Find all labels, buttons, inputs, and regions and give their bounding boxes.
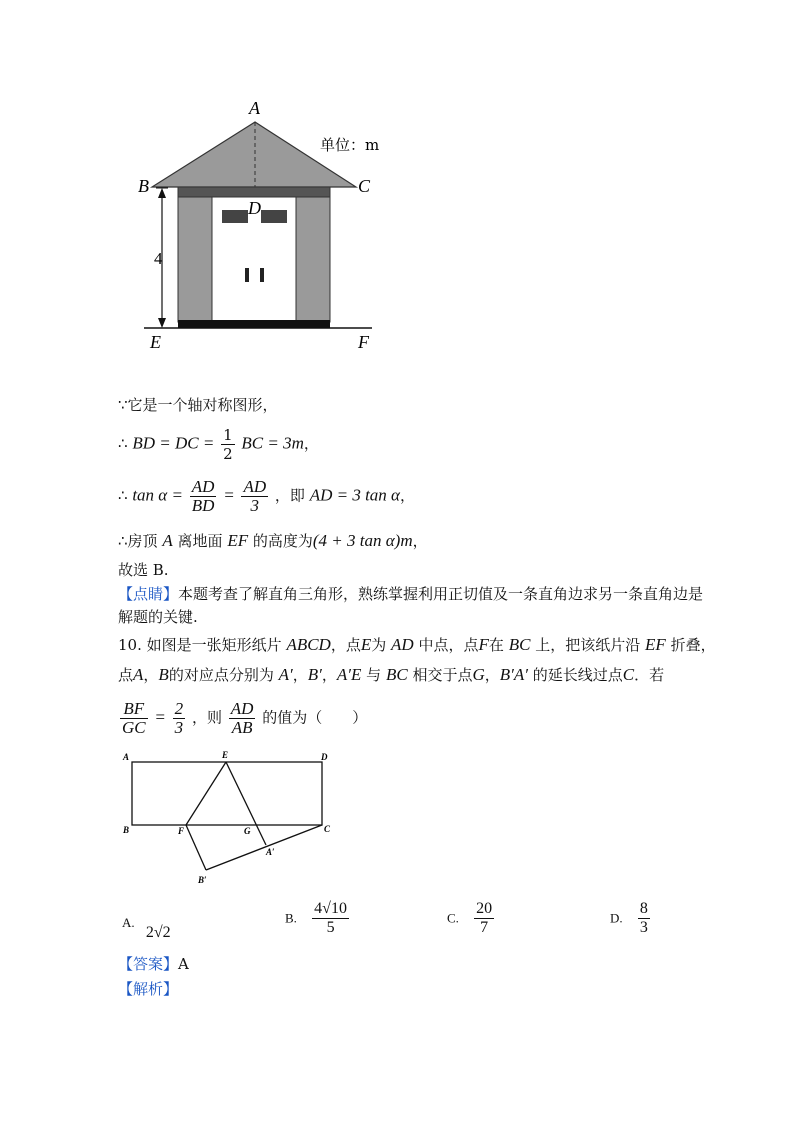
- fig-label-F: F: [178, 826, 185, 836]
- rectangle-abcd: [132, 762, 322, 825]
- fraction-2-3: $\frac{2}{3}$: [174, 699, 184, 737]
- analysis-tag: 【解析】: [118, 980, 179, 998]
- fraction-bf-gc: $\frac{BF}{GC}$: [122, 699, 146, 737]
- fraction-ad-3: $\frac{AD}{3}$: [243, 477, 267, 515]
- fig-label-B-prime: B′: [198, 875, 207, 885]
- label-B: B: [138, 176, 149, 196]
- roof: [152, 122, 356, 187]
- window-right: [261, 210, 287, 223]
- house-base: [178, 320, 330, 328]
- solution-line-3: ∴ tan α = $\frac{AD}{BD}$ = $\frac{AD}{3}$ ，即 AD = 3 tan α，: [118, 477, 415, 515]
- window-left: [222, 210, 248, 223]
- option-b[interactable]: B. $\frac{4√10}{5}$: [285, 900, 347, 936]
- fig-label-B: B: [123, 825, 130, 835]
- fraction-ad-ab: $\frac{AD}{AB}$: [230, 699, 254, 737]
- fig-label-G: G: [244, 826, 251, 836]
- fig-label-E: E: [222, 750, 229, 760]
- question-line-2: 点A，B的对应点分别为 A′，B′，A′E 与 BC 相交于点G，B′A′ 的延长线过点C．若: [118, 665, 665, 684]
- label-F: F: [358, 332, 369, 352]
- option-b-value: $\frac{4√10}{5}$: [314, 900, 347, 936]
- house-figure: [130, 92, 430, 357]
- segment-fb1: [186, 825, 206, 870]
- fig-label-A-prime: A′: [266, 847, 275, 857]
- option-d-value: $\frac{8}{3}$: [639, 900, 648, 936]
- fraction-half: $\frac{1}{2}$: [223, 426, 233, 463]
- option-d[interactable]: D. $\frac{8}{3}$: [610, 900, 648, 936]
- arrow-head-down: [158, 318, 166, 328]
- fraction-ad-bd: $\frac{AD}{BD}$: [191, 477, 215, 515]
- answer-tag: 【答案】: [118, 955, 179, 973]
- answer-line: [118, 953, 189, 975]
- height-label: 4: [154, 249, 163, 268]
- solution-line-2: ∴ BD = DC = $\frac{1}{2}$ BC = 3m，: [118, 426, 319, 463]
- roof-beam: [178, 187, 330, 197]
- comment-line-2: 解题的关键.: [118, 608, 198, 626]
- door-handle-left: [245, 268, 249, 282]
- segment-b1c: [206, 825, 322, 870]
- segment-ef: [186, 762, 226, 825]
- label-D: D: [248, 198, 261, 218]
- question-line-3: $\frac{BF}{GC}$ = $\frac{2}{3}$ ，则 $\frac{AD}{AB}$ 的值为（ ）: [122, 699, 368, 737]
- fig-label-C: C: [324, 824, 331, 834]
- comment-line-1: 【点睛】本题考查了解直角三角形，熟练掌握利用正切值及一条直角边求另一条直角边是: [118, 585, 704, 603]
- label-C: C: [358, 176, 371, 196]
- solution-line-5: 故选 B.: [118, 561, 169, 579]
- option-c-value: $\frac{20}{7}$: [476, 900, 493, 936]
- analysis-line: [118, 978, 178, 1000]
- label-E: E: [150, 332, 161, 352]
- question-line-1: 10. 如图是一张矩形纸片 ABCD，点E为 AD 中点，点F在 BC 上，把该纸片沿 EF 折叠，: [118, 635, 716, 654]
- fig-label-A: A: [123, 752, 130, 762]
- unit-label: 单位：m: [320, 136, 380, 154]
- answer-value: A: [178, 955, 189, 973]
- option-a-value: 2√2: [145, 924, 171, 941]
- solution-line-1: ∵它是一个轴对称图形，: [118, 396, 278, 414]
- solution-line-4: ∴房顶 A 离地面 EF 的高度为(4 + 3 tan α)m，: [118, 531, 428, 550]
- door-handle-right: [260, 268, 264, 282]
- fig-label-D: D: [321, 752, 328, 762]
- comment-tag: 【点睛】: [118, 585, 179, 603]
- label-A: A: [249, 98, 260, 118]
- option-c[interactable]: C. $\frac{20}{7}$: [447, 900, 493, 936]
- arrow-head-up: [158, 188, 166, 198]
- folding-figure: [118, 748, 340, 888]
- option-a[interactable]: A. 2√2: [122, 915, 171, 941]
